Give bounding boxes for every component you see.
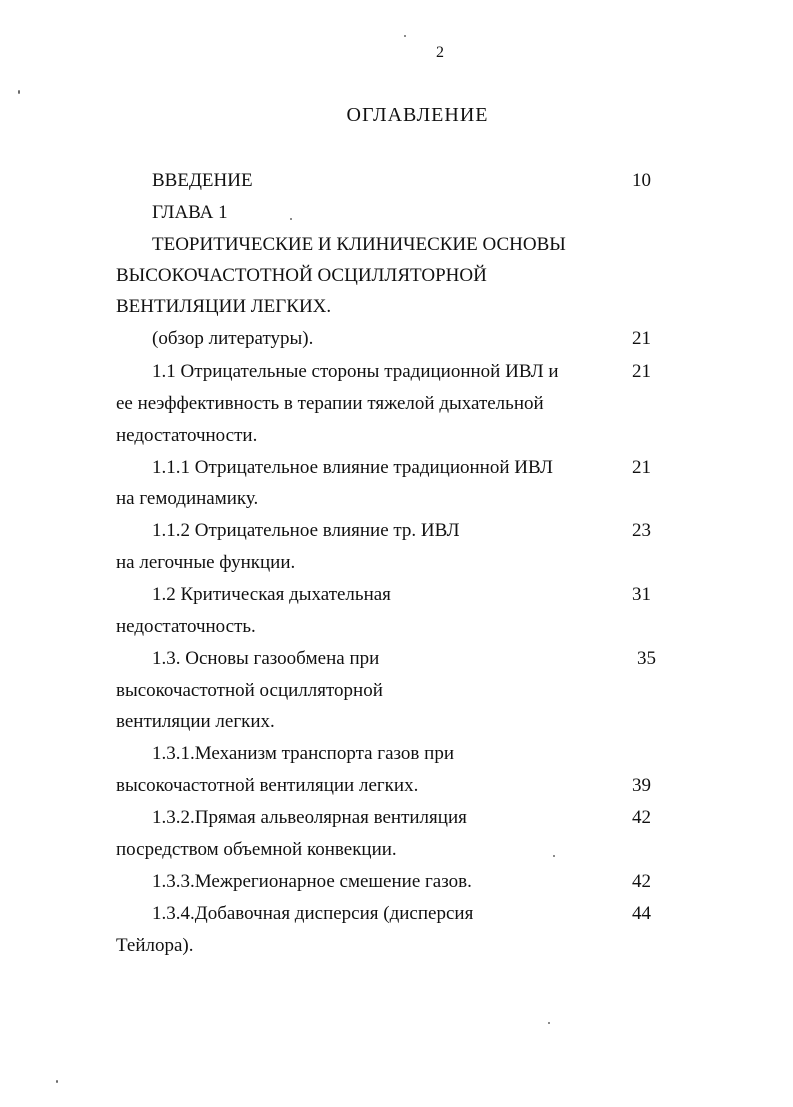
toc-entry-1-1-line: ее неэффективность в терапии тяжелой дыхательной — [116, 393, 544, 414]
toc-page-1-3-4: 44 — [632, 903, 651, 924]
toc-page-1-1-1: 21 — [632, 457, 651, 478]
toc-page-1-1: 21 — [632, 361, 651, 382]
toc-page-literature-review: 21 — [632, 328, 651, 349]
scan-speck — [56, 1080, 58, 1083]
toc-page-1-2: 31 — [632, 584, 651, 605]
toc-entry-chapter-1: ГЛАВА 1 — [152, 202, 228, 223]
toc-entry-1-3-2: 1.3.2.Прямая альвеолярная вентиляция — [152, 807, 467, 828]
toc-entry-1-1-2: 1.1.2 Отрицательное влияние тр. ИВЛ — [152, 520, 460, 541]
toc-entry-1-3-line: вентиляции легких. — [116, 711, 275, 732]
toc-chapter-heading-line: ТЕОРИТИЧЕСКИЕ И КЛИНИЧЕСКИЕ ОСНОВЫ — [152, 234, 566, 255]
toc-entry-1-1-line: недостаточности. — [116, 425, 258, 446]
scan-speck — [404, 35, 406, 37]
scan-speck — [18, 90, 20, 94]
toc-entry-literature-review: (обзор литературы). — [152, 328, 314, 349]
toc-entry-1-3-line: высокочастотной осцилляторной — [116, 680, 383, 701]
toc-entry-1-3: 1.3. Основы газообмена при — [152, 648, 380, 669]
scan-speck — [553, 855, 555, 857]
scan-speck — [290, 218, 292, 220]
toc-page-introduction: 10 — [632, 170, 651, 191]
toc-entry-1-2: 1.2 Критическая дыхательная — [152, 584, 391, 605]
toc-entry-1-3-4: 1.3.4.Добавочная дисперсия (дисперсия — [152, 903, 474, 924]
toc-entry-1-1: 1.1 Отрицательные стороны традиционной ИВЛ и — [152, 361, 559, 382]
toc-entry-1-3-1-line: высокочастотной вентиляции легких. — [116, 775, 419, 796]
toc-entry-1-1-1: 1.1.1 Отрицательное влияние традиционной ИВЛ — [152, 457, 553, 478]
toc-entry-1-3-4-line: Тейлора). — [116, 935, 194, 956]
toc-entry-1-1-2-line: на легочные функции. — [116, 552, 296, 573]
toc-page-1-3: 35 — [637, 648, 656, 669]
toc-page-1-3-1: 39 — [632, 775, 651, 796]
toc-entry-1-1-1-line: на гемодинамику. — [116, 488, 259, 509]
toc-page-1-1-2: 23 — [632, 520, 651, 541]
toc-entry-introduction: ВВЕДЕНИЕ — [152, 170, 253, 191]
toc-page-1-3-3: 42 — [632, 871, 651, 892]
page-number: 2 — [436, 44, 444, 61]
toc-chapter-heading-line: ВЫСОКОЧАСТОТНОЙ ОСЦИЛЛЯТОРНОЙ — [116, 265, 487, 286]
toc-entry-1-3-1: 1.3.1.Механизм транспорта газов при — [152, 743, 454, 764]
toc-entry-1-2-line: недостаточность. — [116, 616, 256, 637]
toc-chapter-heading-line: ВЕНТИЛЯЦИИ ЛЕГКИХ. — [116, 296, 332, 317]
toc-entry-1-3-3: 1.3.3.Межрегионарное смешение газов. — [152, 871, 472, 892]
toc-page-1-3-2: 42 — [632, 807, 651, 828]
page-title: ОГЛАВЛЕНИЕ — [346, 104, 489, 126]
scan-speck — [548, 1022, 550, 1024]
toc-entry-1-3-2-line: посредством объемной конвекции. — [116, 839, 397, 860]
